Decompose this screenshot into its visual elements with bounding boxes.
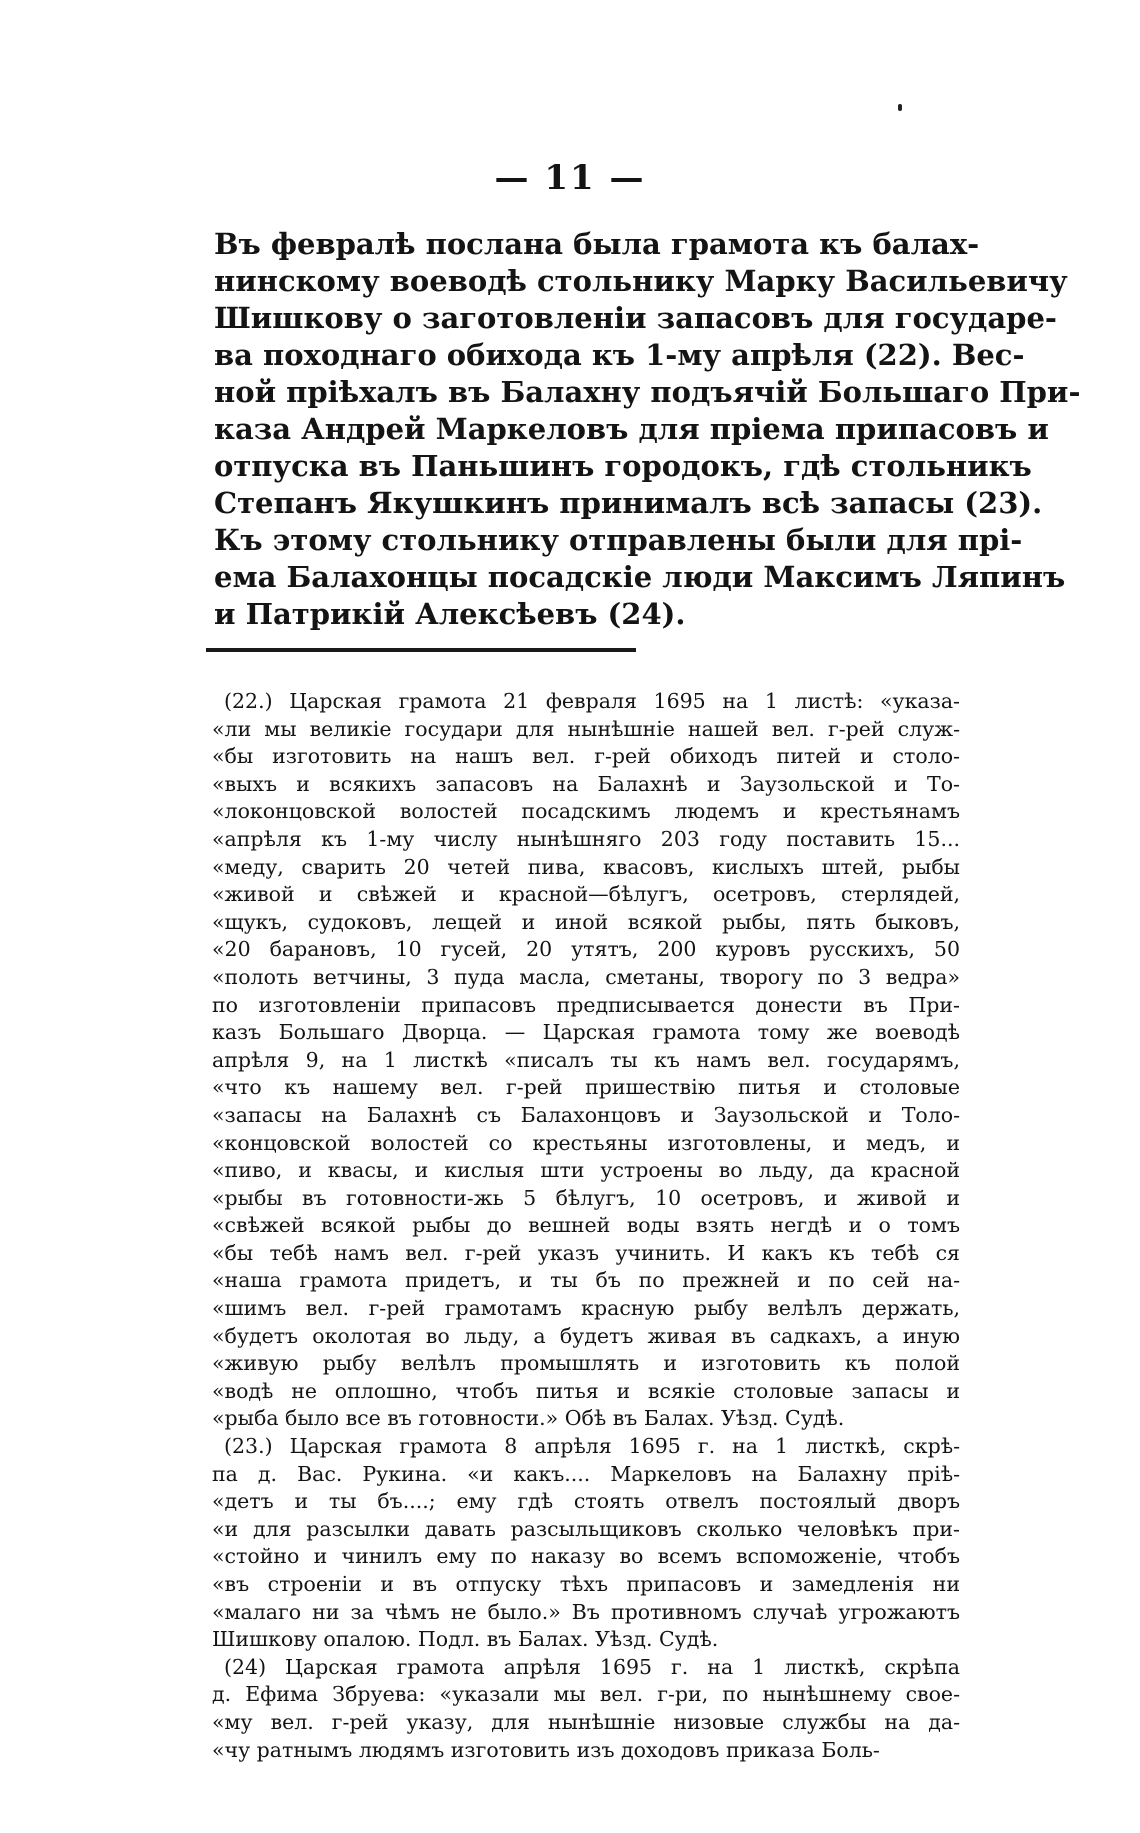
footnote-line: «свѣжей всякой рыбы до вешней воды взять негдѣ и о томъ bbox=[212, 1213, 960, 1238]
footnote-line: «полоть ветчины, 3 пуда масла, сметаны, творогу по 3 ведра» bbox=[212, 964, 960, 989]
footnote-line: «рыбы въ готовности-жь 5 бѣлугъ, 10 осетровъ, и живой и bbox=[212, 1185, 960, 1210]
footnote-line: «наша грамота придетъ, и ты бъ по прежней и по сей на- bbox=[212, 1268, 960, 1293]
footnote-line: д. Ефима Збруева: «указали мы вел. г-ри, по нынѣшнему свое- bbox=[212, 1682, 960, 1707]
main-text-line: каза Андрей Маркеловъ для пріема припасовъ и bbox=[214, 412, 1049, 446]
footnote-line: «что къ нашему вел. г-рей пришествію питья и столовые bbox=[212, 1075, 960, 1100]
footnote-line: «локонцовской волостей посадскимъ людемъ и крестьянамъ bbox=[212, 799, 960, 824]
footnote-line: «концовской волостей со крестьяны изготовлены, и медъ, и bbox=[212, 1130, 960, 1155]
footnote-line: «ли мы великіе государи для нынѣшніе нашей вел. г-рей служ- bbox=[212, 716, 960, 741]
main-text-line: ной пріѣхалъ въ Балахну подъячій Большаго При- bbox=[214, 375, 1081, 409]
footnote-line: «шимъ вел. г-рей грамотамъ красную рыбу велѣлъ держать, bbox=[212, 1296, 960, 1321]
main-text-line: ема Балахонцы посадскіе люди Максимъ Ляпинъ bbox=[214, 560, 1066, 594]
footnote-line: «и для разсылки давать разсыльщиковъ сколько человѣкъ при- bbox=[212, 1516, 960, 1541]
footnote-line: (22.) Царская грамота 21 февраля 1695 на 1 листѣ: «указа- bbox=[224, 689, 960, 713]
main-text-line: нинскому воеводѣ стольнику Марку Васильевичу bbox=[214, 264, 1068, 298]
footnote-line: по изготовленіи припасовъ предписывается донести въ При- bbox=[212, 992, 960, 1017]
main-text-line: Степанъ Якушкинъ принималъ всѣ запасы (23). bbox=[214, 486, 1043, 520]
footnote-line: казъ Большаго Дворца. — Царская грамота тому же воеводѣ bbox=[212, 1020, 960, 1045]
footnote-line: «въ строеніи и въ отпуску тѣхъ припасовъ и замедленія ни bbox=[212, 1572, 960, 1596]
footnote-line: «водѣ не оплошно, чтобъ питья и всякіе столовые запасы и bbox=[212, 1378, 960, 1403]
footnote-line: «20 барановъ, 10 гусей, 20 утятъ, 200 куровъ русскихъ, 50 bbox=[212, 937, 960, 962]
main-text-line: Къ этому стольнику отправлены были для прі- bbox=[214, 523, 1023, 557]
footnote-line: па д. Вас. Рукина. «и какъ.... Маркеловъ на Балахну пріѣ- bbox=[212, 1461, 960, 1486]
footnote-line: апрѣля 9, на 1 листкѣ «писалъ ты къ намъ вел. государямъ, bbox=[212, 1047, 960, 1072]
footnote-line: «бы изготовить на нашъ вел. г-рей обиходъ питей и столо- bbox=[212, 744, 960, 769]
main-text-line: Въ февралѣ послана была грамота къ балах- bbox=[214, 227, 980, 261]
footnote-line: «щукъ, судоковъ, лещей и иной всякой рыбы, пять быковъ, bbox=[212, 909, 960, 934]
footnote-line: Шишкову опалою. Подл. въ Балах. Уѣзд. Судѣ. bbox=[212, 1627, 719, 1652]
print-speck bbox=[898, 104, 902, 111]
footnotes-block bbox=[212, 688, 960, 1764]
footnote-line: «рыба было все въ готовности.» Обѣ въ Балах. Уѣзд. Судѣ. bbox=[212, 1406, 845, 1431]
footnote-line: «будетъ околотая во льду, а будетъ живая въ садкахъ, а иную bbox=[212, 1323, 960, 1348]
main-text-line: отпуска въ Паньшинъ городокъ, гдѣ стольникъ bbox=[214, 449, 1032, 483]
footnote-line: «пиво, и квасы, и кислыя шти устроены во льду, да красной bbox=[212, 1158, 960, 1183]
main-text-line: Шишкову о заготовленіи запасовъ для государе- bbox=[214, 301, 1057, 335]
footnote-line: «запасы на Балахнѣ съ Балахонцовъ и Заузольской и Толо- bbox=[212, 1102, 960, 1127]
page-number: — 11 — bbox=[494, 158, 646, 198]
footnote-line: «бы тебѣ намъ вел. г-рей указъ учинить. И какъ къ тебѣ ся bbox=[212, 1240, 960, 1265]
footnote-line: (23.) Царская грамота 8 апрѣля 1695 г. на 1 листкѣ, скрѣ- bbox=[224, 1434, 960, 1459]
footnote-line: «детъ и ты бъ....; ему гдѣ стоять отвелъ постоялый дворъ bbox=[212, 1489, 960, 1514]
footnote-line: «выхъ и всякихъ запасовъ на Балахнѣ и Заузольской и То- bbox=[212, 771, 960, 796]
main-paragraph bbox=[214, 226, 1081, 633]
footnote-line: «живой и свѣжей и красной—бѣлугъ, осетровъ, стерлядей, bbox=[212, 882, 960, 907]
footnote-line: «стойно и чинилъ ему по наказу во всемъ вспоможеніе, чтобъ bbox=[212, 1544, 960, 1569]
footnote-line: «чу ратнымъ людямъ изготовить изъ доходовъ приказа Боль- bbox=[212, 1737, 880, 1762]
footnote-line: «меду, сварить 20 четей пива, квасовъ, кислыхъ штей, рыбы bbox=[212, 854, 960, 879]
main-text-line: ва походнаго обихода къ 1-му апрѣля (22). Вес- bbox=[214, 338, 1025, 372]
footnote-divider bbox=[206, 648, 636, 652]
footnote-line: (24) Царская грамота апрѣля 1695 г. на 1 листкѣ, скрѣпа bbox=[224, 1654, 960, 1679]
main-text-line: и Патрикій Алексѣевъ (24). bbox=[214, 597, 686, 631]
footnote-line: «живую рыбу велѣлъ промышлять и изготовить къ полой bbox=[212, 1351, 960, 1376]
footnote-line: «малаго ни за чѣмъ не было.» Въ противномъ случаѣ угрожаютъ bbox=[212, 1599, 960, 1624]
footnote-line: «му вел. г-рей указу, для нынѣшніе низовые службы на да- bbox=[212, 1709, 960, 1734]
footnote-line: «апрѣля къ 1-му числу нынѣшняго 203 году поставить 15... bbox=[212, 826, 960, 851]
